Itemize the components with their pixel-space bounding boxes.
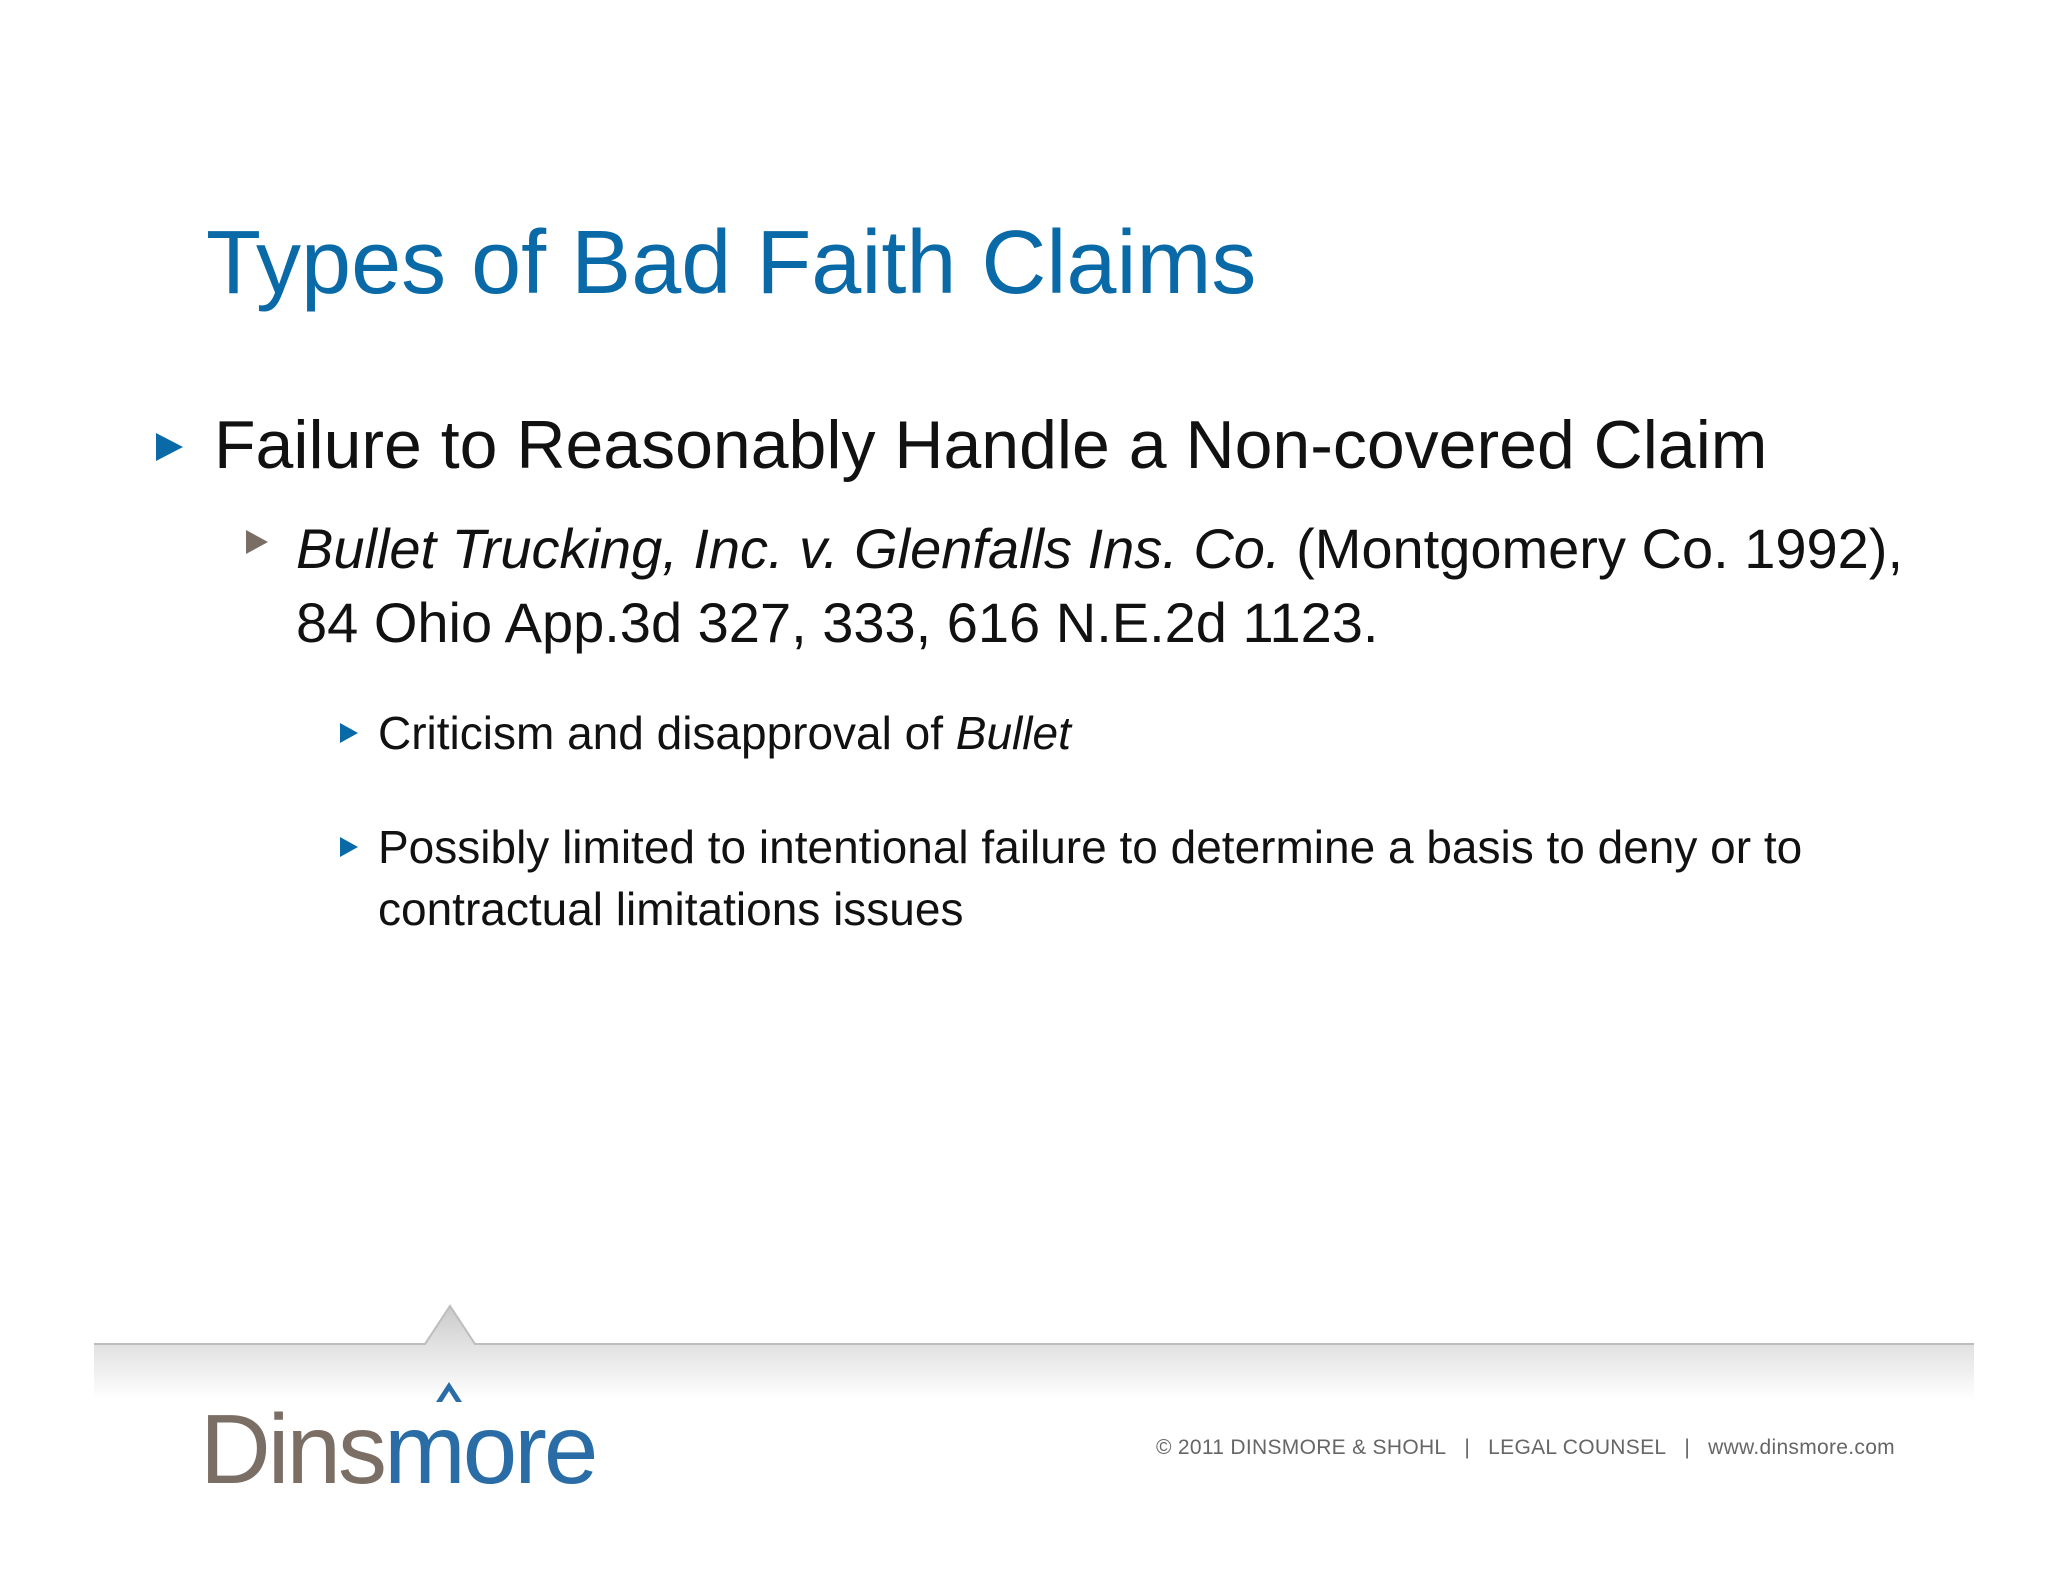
sub-sub-bullet-triangle-icon <box>340 837 358 857</box>
logo-text-dins: Dins <box>200 1394 385 1504</box>
case-citation: (Montgomery Co. 1992), 84 Ohio App.3d 327, 333, 616 N.E.2d 1123. <box>296 517 1903 654</box>
footer-info <box>1156 1436 1895 1460</box>
sub-sub-bullet-triangle-icon <box>340 723 358 743</box>
footer-separator: | <box>1464 1436 1471 1459</box>
bullet-level-1: Failure to Reasonably Handle a Non-covered Claim <box>214 407 1768 483</box>
bullet-triangle-icon <box>156 433 183 461</box>
case-name: Bullet Trucking, Inc. v. Glenfalls Ins. Co. <box>296 517 1281 580</box>
bullet-level-3-limited: Possibly limited to intentional failure to determine a basis to deny or to contractual limitations issues <box>378 821 1803 935</box>
slide-title: Types of Bad Faith Claims <box>206 213 1257 313</box>
footer-website[interactable]: www.dinsmore.com <box>1708 1436 1895 1459</box>
footer-tagline: LEGAL COUNSEL <box>1488 1436 1667 1459</box>
footer-copyright: © 2011 DINSMORE & SHOHL <box>1156 1436 1447 1459</box>
bullet-level-3-criticism <box>378 702 1071 764</box>
logo-text-more: more <box>384 1394 596 1504</box>
dinsmore-logo <box>200 1372 596 1504</box>
sub-bullet-triangle-icon <box>246 530 268 554</box>
bullet-level-2 <box>296 512 1936 660</box>
criticism-text: Criticism and disapproval of <box>378 707 956 759</box>
criticism-italic: Bullet <box>955 707 1071 759</box>
footer-separator: | <box>1684 1436 1691 1459</box>
